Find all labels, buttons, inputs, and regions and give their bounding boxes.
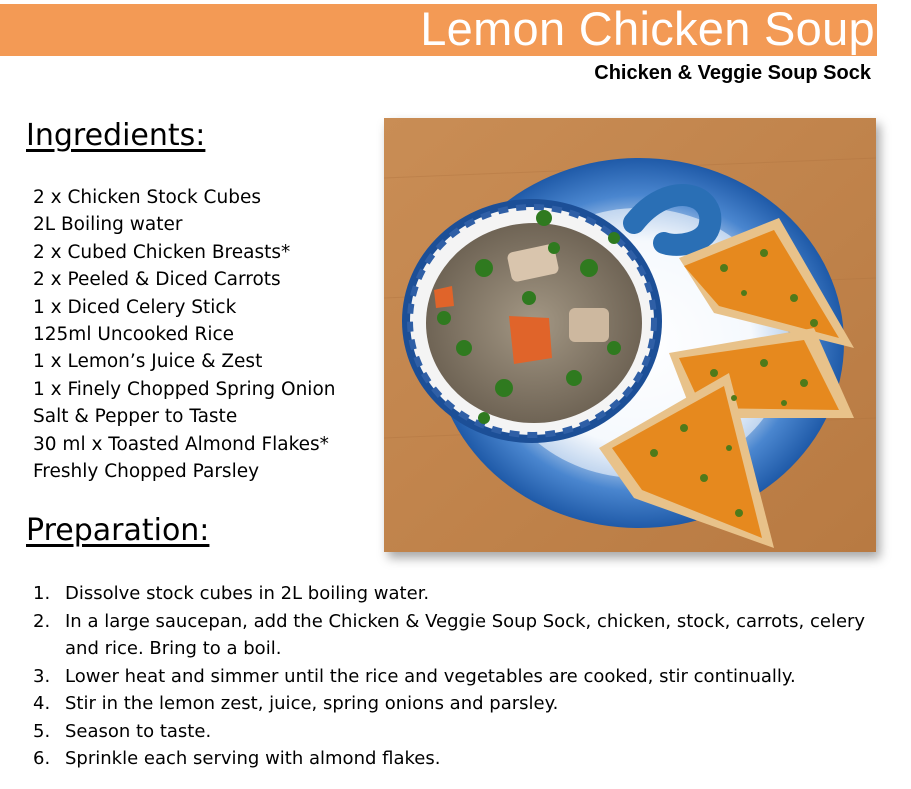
ingredient-item: 30 ml x Toasted Almond Flakes* — [33, 433, 329, 455]
preparation-step — [33, 608, 883, 663]
step-text: Lower heat and simmer until the rice and vegetables are cooked, stir continually. — [65, 665, 796, 687]
step-number: 5. — [33, 720, 51, 742]
step-text: Sprinkle each serving with almond flakes. — [65, 748, 441, 769]
ingredient-item: 1 x Diced Celery Stick — [33, 296, 237, 318]
ingredient-item: 2L Boiling water — [33, 214, 183, 236]
page-title: Lemon Chicken Soup — [420, 2, 875, 55]
ingredient-item: 125ml Uncooked Rice — [33, 323, 235, 345]
page-subtitle: Chicken & Veggie Soup Sock — [594, 62, 871, 84]
preparation-step — [33, 663, 883, 691]
preparation-step — [33, 580, 883, 608]
step-text: Season to taste. — [65, 720, 212, 742]
step-text: Stir in the lemon zest, juice, spring onions and parsley. — [65, 693, 559, 714]
step-text: Dissolve stock cubes in 2L boiling water. — [65, 583, 430, 604]
ingredient-item: Freshly Chopped Parsley — [33, 460, 260, 482]
preparation-step — [33, 745, 883, 773]
ingredient-item: 1 x Lemon’s Juice & Zest — [33, 351, 263, 373]
step-number: 2. — [33, 610, 51, 632]
preparation-step — [33, 718, 883, 746]
soup-photo — [384, 118, 876, 552]
ingredients-list — [33, 184, 336, 485]
ingredient-item: 2 x Cubed Chicken Breasts* — [33, 241, 291, 263]
ingredient-item: Salt & Pepper to Taste — [33, 406, 238, 428]
title-bar — [0, 4, 877, 56]
step-number: 3. — [33, 665, 51, 687]
step-number: 6. — [33, 748, 51, 769]
step-number: 1. — [33, 583, 51, 604]
ingredient-item: 2 x Chicken Stock Cubes — [33, 187, 261, 208]
soup-illustration — [384, 118, 876, 552]
preparation-steps — [33, 580, 883, 773]
preparation-heading: Preparation: — [26, 513, 210, 548]
step-text: In a large saucepan, add the Chicken & Veggie Soup Sock, chicken, stock, carrots, celery and rice. Bring to a boil. — [65, 610, 866, 659]
ingredient-item: 1 x Finely Chopped Spring Onion — [33, 378, 336, 400]
ingredient-item: 2 x Peeled & Diced Carrots — [33, 269, 281, 291]
step-number: 4. — [33, 693, 51, 714]
ingredients-heading: Ingredients: — [26, 118, 206, 153]
preparation-step — [33, 690, 883, 718]
